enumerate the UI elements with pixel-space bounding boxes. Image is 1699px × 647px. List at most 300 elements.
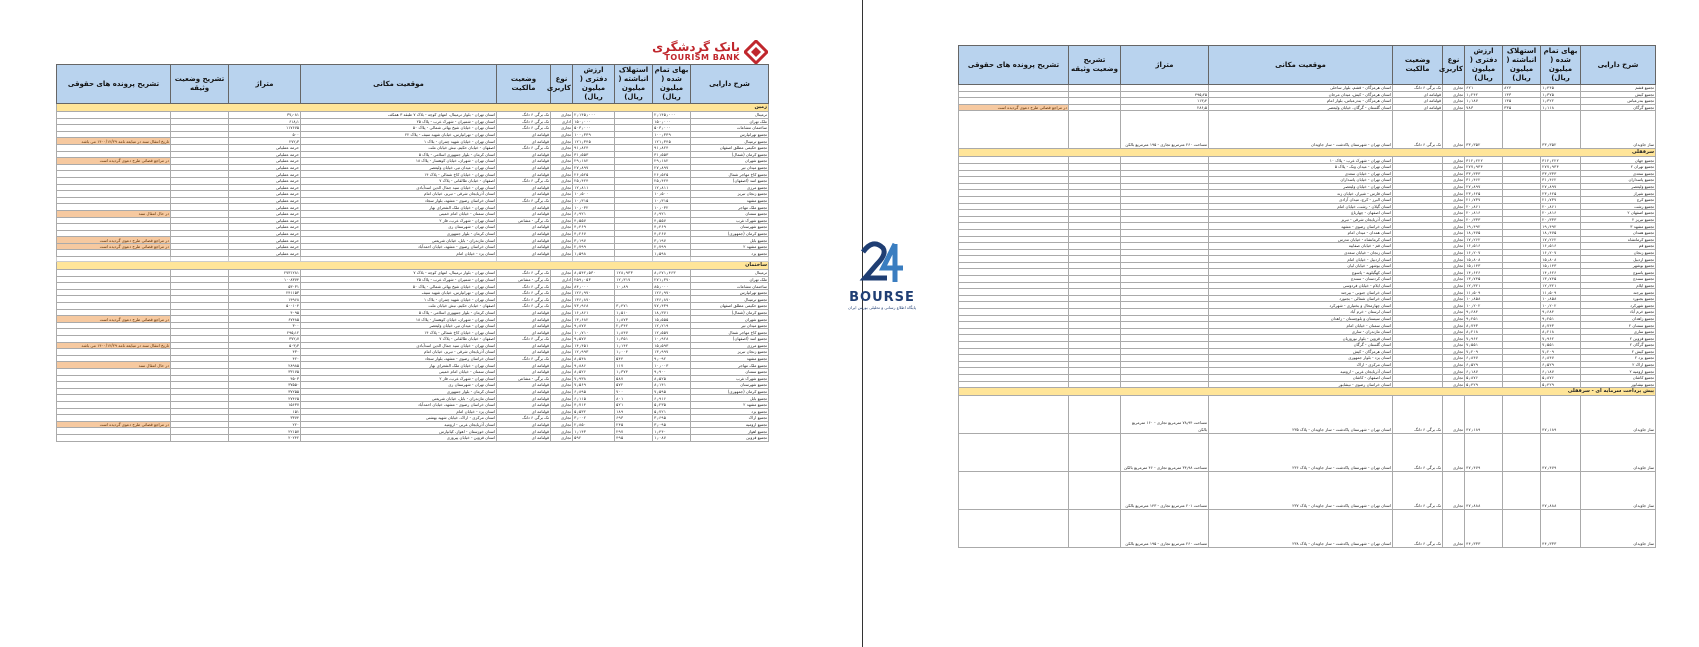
cell-cost: ۷٫۲۰۹ — [1541, 348, 1581, 355]
left-table-row — [57, 401, 769, 408]
cell-location: اصفهان - خیابان طالقانی - پلاک ۷ — [301, 336, 497, 343]
cell-location: استان هرمزگان - کیش، میدان مرجان — [1209, 91, 1393, 98]
cell-legal-cases — [959, 203, 1069, 210]
cell-location: استان خراسان رضوی - نیشابور — [1209, 381, 1393, 388]
cell-asset-description: تجمیع مشهد ۲ — [691, 401, 769, 408]
cell-cost: ۱۶٫۲۰۷ — [1541, 249, 1581, 256]
cell-usage-type: تجاری — [1443, 157, 1465, 164]
cell-collateral — [171, 125, 229, 132]
cell-accum-depreciation — [1503, 381, 1541, 388]
cell-usage-type: تجاری — [551, 230, 573, 237]
cell-cost: ۷٫۵۵۱ — [1541, 342, 1581, 349]
cell-book-value: ۱۵٫۸۰۸ — [1465, 256, 1503, 263]
cell-location: استان تهران - شهرک غرب - پلاک ۱۰ — [1209, 157, 1393, 164]
tourism-bank-logo — [598, 40, 768, 64]
cell-cost: ۵٫۲۳۵ — [653, 401, 691, 408]
cell-ownership: تک برگی ۶ دانگ — [497, 118, 551, 125]
cell-area — [1121, 85, 1209, 92]
cell-usage-type: تجاری — [551, 151, 573, 158]
cell-usage-type: تجاری — [551, 296, 573, 303]
cell-location: استان خراسان رضوی - مشهد، خیابان احمدآباد — [301, 243, 497, 250]
cell-area — [1121, 269, 1209, 276]
cell-area: ۲۹۵٫۱۲ — [229, 329, 301, 336]
cell-cost: ۳٫۶۹۵ — [653, 415, 691, 422]
cell-area — [1121, 236, 1209, 243]
cell-collateral — [171, 434, 229, 441]
cell-accum-depreciation — [1503, 302, 1541, 309]
cell-area — [1121, 315, 1209, 322]
cell-legal-cases — [959, 157, 1069, 164]
cell-accum-depreciation — [615, 197, 653, 204]
cell-cost: ۲۷٫۸۹۷ — [1541, 183, 1581, 190]
cell-accum-depreciation: ۵۴۴ — [615, 355, 653, 362]
cell-collateral — [171, 349, 229, 356]
right-table-row — [959, 203, 1656, 210]
cell-usage-type: تجاری — [1443, 269, 1465, 276]
cell-legal-cases — [57, 191, 171, 198]
cell-location: استان سیستان و بلوچستان - زاهدان — [1209, 315, 1393, 322]
cell-book-value: ۷۸۳ — [1465, 104, 1503, 111]
cell-accum-depreciation — [1503, 396, 1541, 434]
cell-usage-type: تجاری — [1443, 170, 1465, 177]
cell-ownership — [1393, 276, 1443, 283]
left-table-row — [57, 349, 769, 356]
cell-asset-description: تجمیع زنجان تبریز — [691, 349, 769, 356]
right-section-row — [959, 149, 1656, 157]
cell-usage-type: تجاری — [1443, 190, 1465, 197]
cell-area: ۲۷۲٫۳ — [229, 138, 301, 145]
cell-book-value: ۷٫۵۶۹ — [573, 382, 615, 389]
section-label: سرقفلی — [959, 149, 1656, 157]
cell-accum-depreciation: ۷۰۰ — [615, 388, 653, 395]
cell-area — [1121, 374, 1209, 381]
cell-ownership — [1393, 342, 1443, 349]
cell-asset-description: تجمیع خرم آباد — [1581, 309, 1656, 316]
cell-location: استان یزد - بلوار جمهوری — [1209, 355, 1393, 362]
cell-usage-type: تجاری — [1443, 335, 1465, 342]
cell-book-value: ۷٫۹۳۸ — [573, 375, 615, 382]
cell-legal-cases — [959, 262, 1069, 269]
cell-cost: ۵٫۷۲۱ — [653, 408, 691, 415]
cell-cost: ۸٫۵۲۵ — [653, 375, 691, 382]
cell-accum-depreciation — [615, 144, 653, 151]
cell-accum-depreciation: ۱۳۳ — [1503, 91, 1541, 98]
left-table-row — [57, 250, 769, 257]
cell-accum-depreciation — [615, 164, 653, 171]
cell-accum-depreciation: ۴۹۵ — [615, 434, 653, 441]
right-table-row — [959, 269, 1656, 276]
cell-location: استان مازندران - بابل، خیابان شریعتی — [301, 395, 497, 402]
cell-accum-depreciation — [1503, 472, 1541, 510]
cell-cost: ۸٫۲۱۸ — [1541, 328, 1581, 335]
cell-book-value: ۱۰۰٫۳۳۹ — [573, 131, 615, 138]
cell-book-value: ۲۰٫۸۱۶ — [1465, 210, 1503, 217]
cell-area — [1121, 223, 1209, 230]
cell-legal-cases — [57, 388, 171, 395]
cell-ownership — [1393, 243, 1443, 250]
cell-cost: ۱۵۰٫۰۰۰ — [653, 118, 691, 125]
cell-asset-description: تجمیع بوشهر — [1581, 262, 1656, 269]
cell-collateral — [171, 309, 229, 316]
cell-area: مساحت ۲۶۰ مترمربع تجاری - ۱۹۵ مترمربع بالکن — [1121, 111, 1209, 149]
cell-area: حرمه عملیاتی — [229, 191, 301, 198]
cell-collateral — [171, 355, 229, 362]
cell-accum-depreciation — [1503, 335, 1541, 342]
cell-legal-cases — [959, 381, 1069, 388]
cell-book-value: ۱۰٫۳۱۵ — [573, 197, 615, 204]
cell-asset-description: تجمیع نیشابور — [1581, 381, 1656, 388]
cell-location: استان تهران - شهرستان پاکدشت - ساز جاویدان — [1209, 111, 1393, 149]
cell-collateral — [1069, 510, 1121, 548]
cell-usage-type: تجاری — [1443, 510, 1465, 548]
cell-book-value: ۹٫۸۷۷ — [573, 322, 615, 329]
cell-usage-type: تجاری — [551, 421, 573, 428]
cell-asset-description: تجمیع ملک مهاجر — [691, 362, 769, 369]
cell-location: استان کرمانشاه - خیابان مدرس — [1209, 236, 1393, 243]
cell-collateral — [171, 224, 229, 231]
cell-collateral — [1069, 256, 1121, 263]
cell-legal-cases — [959, 368, 1069, 375]
cell-book-value: ۲۰٫۳۳۳ — [1465, 216, 1503, 223]
cell-collateral — [1069, 282, 1121, 289]
cell-legal-cases: در مراجع قضائی طرح دعوی گردیده است — [57, 243, 171, 250]
cell-location: استان آذربایجان شرقی - تبریز، خیابان امام — [301, 349, 497, 356]
cell-collateral — [171, 395, 229, 402]
cell-collateral — [1069, 157, 1121, 164]
cell-ownership: قولنامه ای — [497, 421, 551, 428]
left-table-row — [57, 362, 769, 369]
cell-asset-description: تجمیع کرمان (جمهوری) — [691, 230, 769, 237]
cell-asset-description: تجمیع اراک — [691, 415, 769, 422]
cell-book-value: ۴٫۷۱۴ — [573, 401, 615, 408]
cell-cost: ۱۰٫۰۰۳ — [653, 362, 691, 369]
tourism-bank-logo-icon — [744, 40, 768, 64]
cell-book-value: ۳۳٫۳۵۲ — [1465, 111, 1503, 149]
cell-accum-depreciation: ۶۹۳ — [615, 415, 653, 422]
cell-collateral — [171, 336, 229, 343]
cell-area: ۴۹۵٫۲۵ — [1121, 91, 1209, 98]
cell-location: اصفهان - خیابان حکیم، نبش خیابان ملت — [301, 303, 497, 310]
cell-collateral — [1069, 104, 1121, 111]
cell-ownership — [1393, 262, 1443, 269]
cell-area — [1121, 229, 1209, 236]
cell-ownership — [1393, 183, 1443, 190]
cell-ownership: تک برگی ۶ دانگ — [497, 355, 551, 362]
cell-legal-cases: در مراجع قضائی طرح دعوی گردیده است — [57, 421, 171, 428]
cell-book-value: ۵٫۵۳۲ — [573, 408, 615, 415]
cell-asset-description: تجمیع کرمان (جمهوری) — [691, 388, 769, 395]
cell-accum-depreciation — [1503, 163, 1541, 170]
cell-legal-cases — [57, 289, 171, 296]
cell-location: استان گلستان - گرگان، خیابان ولیعصر — [1209, 104, 1393, 111]
cell-asset-description: تجمیع کرمان (شمال) — [691, 309, 769, 316]
cell-ownership: قولنامه ای — [497, 224, 551, 231]
cell-book-value: ۱٫۱۸۷ — [1465, 98, 1503, 105]
cell-location: استان گلستان - گرگان — [1209, 342, 1393, 349]
left-table-row — [57, 388, 769, 395]
cell-cost: ۶٫۹۱۶ — [653, 395, 691, 402]
left-table-row — [57, 230, 769, 237]
cell-accum-depreciation: ۱۳۵ — [1503, 98, 1541, 105]
cell-area: ۲۴۱۱۵۳ — [229, 289, 301, 296]
cell-collateral — [171, 164, 229, 171]
right-table-row — [959, 361, 1656, 368]
cell-cost: ۲۷۱٫۳۷۰ — [653, 276, 691, 283]
cell-accum-depreciation — [1503, 434, 1541, 472]
right-table-row — [959, 104, 1656, 111]
cell-collateral — [171, 112, 229, 119]
bourse-tagline: پایگاه اطلاع رسانی و تحلیلی بورس ایران — [848, 305, 916, 310]
cell-legal-cases — [57, 164, 171, 171]
cell-accum-depreciation — [1503, 216, 1541, 223]
cell-location: استان یزد - خیابان امام — [301, 408, 497, 415]
cell-book-value: ۱۲٫۸۱۱ — [573, 184, 615, 191]
cell-accum-depreciation: ۱٫۳۷۴ — [615, 368, 653, 375]
cell-usage-type: تجاری — [551, 401, 573, 408]
cell-cost: ۱٫۴۴۵ — [1541, 85, 1581, 92]
cell-location: استان قم - خیابان صفاییه — [1209, 243, 1393, 250]
cell-legal-cases — [57, 184, 171, 191]
left-table-row — [57, 197, 769, 204]
section-label: زمین — [57, 104, 769, 112]
cell-usage-type: تجاری — [551, 388, 573, 395]
cell-area: ۳۳۷۴ — [229, 415, 301, 422]
cell-legal-cases — [57, 395, 171, 402]
left-table-row — [57, 309, 769, 316]
cell-legal-cases: تاریخ انتقال سند در مبایعه نامه ۱۴۰۰/۱۲/۲۹ می باشد — [57, 138, 171, 145]
cell-asset-description: تجمیع میدان تیر — [691, 322, 769, 329]
cell-usage-type: تجاری — [551, 303, 573, 310]
cell-usage-type: تجاری — [1443, 163, 1465, 170]
cell-asset-description: تجمیع مشهد ۳ — [1581, 223, 1656, 230]
cell-legal-cases — [57, 382, 171, 389]
cell-area: ۳۷۲٫۷ — [229, 336, 301, 343]
cell-collateral — [1069, 355, 1121, 362]
cell-ownership — [1393, 289, 1443, 296]
cell-area: ۳۳۱۷۵ — [229, 368, 301, 375]
cell-ownership: تک برگی ۶ دانگ — [497, 197, 551, 204]
left-table-row — [57, 382, 769, 389]
cell-ownership — [1393, 315, 1443, 322]
cell-ownership: قولنامه ای — [497, 243, 551, 250]
cell-ownership: قولنامه ای — [497, 408, 551, 415]
cell-accum-depreciation — [1503, 361, 1541, 368]
cell-location: استان سمنان - خیابان امام خمینی — [301, 368, 497, 375]
cell-cost: ۳۱٫۵۵۳ — [653, 151, 691, 158]
cell-accum-depreciation: ۲۴۵ — [615, 421, 653, 428]
cell-collateral — [1069, 91, 1121, 98]
cell-collateral — [171, 421, 229, 428]
cell-cost: ۲۶٫۵۲۵ — [653, 171, 691, 178]
cell-accum-depreciation — [1503, 276, 1541, 283]
cell-accum-depreciation — [615, 237, 653, 244]
cell-asset-description: تجمیع بابل — [691, 237, 769, 244]
left-table-row — [57, 283, 769, 290]
cell-area — [1121, 302, 1209, 309]
cell-usage-type: اداری — [551, 276, 573, 283]
cell-usage-type: تجاری — [551, 309, 573, 316]
right-table-row — [959, 190, 1656, 197]
cell-ownership: تک برگی ۶ دانگ — [497, 144, 551, 151]
cell-book-value: ۴٫۲۶۷ — [573, 230, 615, 237]
cell-cost: ۳۳٫۳۵۲ — [1541, 111, 1581, 149]
cell-area — [1121, 196, 1209, 203]
cell-ownership: قولنامه ای — [497, 230, 551, 237]
cell-legal-cases — [57, 283, 171, 290]
cell-location: استان تهران - میدان تیر، خیابان ولیعصر — [301, 164, 497, 171]
cell-area: مساحت ۲۰۱ مترمربع تجاری - ۱۴۳ مترمربع بالکن — [1121, 472, 1209, 510]
cell-asset-description: تجمیع شیراز — [1581, 190, 1656, 197]
left-table-row — [57, 316, 769, 323]
cell-asset-description: تجمیع کاخ مهاجر شمال — [691, 171, 769, 178]
cell-ownership: قولنامه ای — [497, 349, 551, 356]
cell-collateral — [171, 171, 229, 178]
right-table-row — [959, 282, 1656, 289]
left-table-row — [57, 144, 769, 151]
cell-asset-description: تجمیع شهرستان — [691, 382, 769, 389]
cell-location: استان کردستان - سنندج — [1209, 276, 1393, 283]
cell-legal-cases — [57, 355, 171, 362]
cell-ownership — [1393, 216, 1443, 223]
cell-accum-depreciation — [615, 191, 653, 198]
right-table-row — [959, 216, 1656, 223]
cell-asset-description: تجمیع شهران — [691, 158, 769, 165]
cell-area: حرمه عملیاتی — [229, 177, 301, 184]
cell-ownership: قولنامه ای — [497, 151, 551, 158]
cell-book-value: ۱۴٫۶۲۶ — [1465, 269, 1503, 276]
cell-usage-type: تجاری — [551, 243, 573, 250]
cell-book-value: ۴٫۴۶۹ — [573, 224, 615, 231]
cell-asset-description: تجمیع مشهد ۲ — [691, 243, 769, 250]
cell-area: حرمه عملیاتی — [229, 210, 301, 217]
cell-collateral — [171, 322, 229, 329]
cell-collateral — [1069, 229, 1121, 236]
cell-area — [1121, 355, 1209, 362]
cell-area: حرمه عملیاتی — [229, 243, 301, 250]
cell-location: استان مرکزی - اراک، خیابان شهید بهشتی — [301, 415, 497, 422]
cell-cost: ۱٫۳۲۲ — [1541, 98, 1581, 105]
cell-area: ۴۲۰ — [229, 355, 301, 362]
cell-area — [1121, 322, 1209, 329]
cell-legal-cases — [57, 336, 171, 343]
left-asset-table-wrapper — [56, 64, 768, 442]
cell-accum-depreciation — [1503, 328, 1541, 335]
cell-collateral — [171, 131, 229, 138]
cell-cost: ۲٫۷۹۹ — [653, 243, 691, 250]
cell-area — [1121, 183, 1209, 190]
cell-asset-description: تجمیع شهرستان — [691, 224, 769, 231]
cell-book-value: ۲٫۸۵۰ — [573, 421, 615, 428]
cell-book-value: ۳۱٫۴۶۲ — [1465, 177, 1503, 184]
cell-location: استان تهران - شهرستان پاکدشت - ساز جاویدان - پلاک ۲۳۷ — [1209, 472, 1393, 510]
cell-ownership: تک برگی ۶ دانگ — [497, 283, 551, 290]
cell-ownership: قولنامه ای — [497, 401, 551, 408]
cell-book-value: ۱۰٫۵۰۰ — [573, 191, 615, 198]
left-table-row — [57, 151, 769, 158]
cell-ownership: قولنامه ای — [1393, 98, 1443, 105]
cell-accum-depreciation — [1503, 157, 1541, 164]
cell-ownership: تک برگی ۶ دانگ — [497, 296, 551, 303]
cell-location: استان تهران - شهرستان پاکدشت - ساز جاویدان - پلاک ۲۳۶ — [1209, 434, 1393, 472]
cell-asset-description: تجمیع ولیعصر — [1581, 183, 1656, 190]
cell-location: استان تهران - شهرستان ری — [301, 382, 497, 389]
cell-accum-depreciation — [1503, 315, 1541, 322]
cell-usage-type: تجاری — [551, 131, 573, 138]
left-table-row — [57, 112, 769, 119]
cell-area: حرمه عملیاتی — [229, 250, 301, 257]
left-table-row — [57, 204, 769, 211]
cell-collateral — [171, 428, 229, 435]
cell-accum-depreciation — [1503, 196, 1541, 203]
cell-area: ۱۱۳٫۴ — [1121, 98, 1209, 105]
cell-asset-description: تجمیع حکیمی مطلق اصفهان — [691, 144, 769, 151]
cell-collateral — [171, 217, 229, 224]
cell-cost: ۹٫۶۸۴ — [1541, 309, 1581, 316]
cell-location: استان بوشهر - خیابان لیان — [1209, 262, 1393, 269]
cell-ownership: قولنامه ای — [497, 204, 551, 211]
left-header-area: متراژ — [229, 65, 301, 104]
cell-book-value: ۹٫۲۵۱ — [1465, 315, 1503, 322]
cell-location: اصفهان - خیابان حکیم، نبش خیابان ملت — [301, 144, 497, 151]
cell-area — [1121, 295, 1209, 302]
cell-ownership — [1393, 196, 1443, 203]
cell-accum-depreciation: ۱٫۳۵۱ — [615, 336, 653, 343]
cell-accum-depreciation: ۸۲۴ — [1503, 85, 1541, 92]
cell-location: استان قزوین - خیابان پیروزی — [301, 434, 497, 441]
cell-usage-type: تجاری — [1443, 236, 1465, 243]
cell-collateral — [1069, 183, 1121, 190]
right-table-row — [959, 91, 1656, 98]
cell-area: ۲۸۹۸۵ — [229, 362, 301, 369]
cell-asset-description: تجمیع کیش ۲ — [1581, 348, 1656, 355]
left-table-row — [57, 434, 769, 441]
left-table-row — [57, 217, 769, 224]
cell-ownership — [1393, 368, 1443, 375]
cell-usage-type: تجاری — [551, 184, 573, 191]
cell-area: ۵۰۰۱۰۴ — [229, 303, 301, 310]
cell-area: حرمه عملیاتی — [229, 164, 301, 171]
cell-ownership: قولنامه ای — [497, 395, 551, 402]
cell-legal-cases — [959, 85, 1069, 92]
cell-usage-type: تجاری — [551, 434, 573, 441]
cell-location: استان تهران - شهرستان ری — [301, 224, 497, 231]
cell-legal-cases: در مراجع قضائی طرح دعوی گردیده است — [57, 158, 171, 165]
cell-accum-depreciation — [615, 158, 653, 165]
cell-collateral — [1069, 262, 1121, 269]
cell-asset-description: تجمیع مرزی — [691, 342, 769, 349]
right-table-row — [959, 243, 1656, 250]
cell-accum-depreciation — [615, 118, 653, 125]
right-table-row — [959, 335, 1656, 342]
cell-usage-type: تجاری — [551, 395, 573, 402]
right-table-row — [959, 348, 1656, 355]
cell-ownership: قولنامه ای — [497, 138, 551, 145]
cell-area: ۱۵۱ — [229, 408, 301, 415]
cell-cost: ۱۵٫۱۴۳ — [1541, 262, 1581, 269]
cell-legal-cases — [959, 111, 1069, 149]
cell-location: استان تهران - تهرانپارس، خیابان شهید سیف - پلاک ۲۲ — [301, 131, 497, 138]
cell-ownership: تک برگی ۶ دانگ — [497, 112, 551, 119]
cell-location: استان تهران - میدان ونک - پلاک ۵ — [1209, 163, 1393, 170]
cell-book-value: ۶٫۵۲۹ — [1465, 361, 1503, 368]
cell-book-value: ۱۵٫۱۴۳ — [1465, 262, 1503, 269]
cell-asset-description: ساختمان مشاعات — [691, 283, 769, 290]
cell-accum-depreciation — [615, 184, 653, 191]
cell-legal-cases — [959, 342, 1069, 349]
cell-legal-cases — [57, 204, 171, 211]
left-table-row — [57, 296, 769, 303]
cell-area: ۶۱۸٫۱ — [229, 118, 301, 125]
